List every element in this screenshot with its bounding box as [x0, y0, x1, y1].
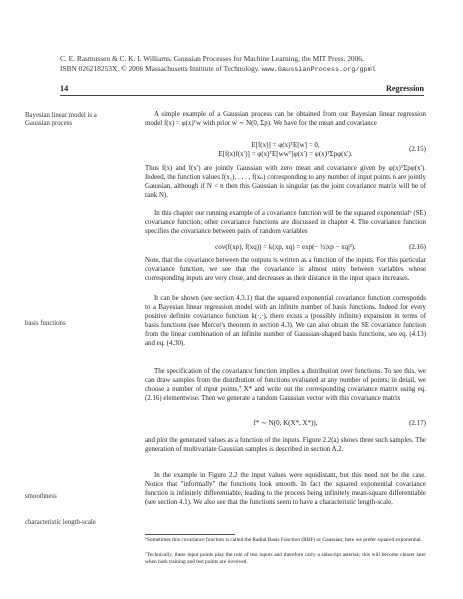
page-number: 14 — [60, 84, 69, 93]
running-header — [60, 54, 420, 75]
header-isbn: ISBN 026218253X. © 2006 Massachusetts Institute of Technology. — [60, 63, 262, 73]
equation-2-16-body: cov(f(xp), f(xq)) = k(xp, xq) = exp(− ½|xp − xq|²). — [215, 243, 356, 251]
header-line-2 — [60, 64, 420, 76]
equation-2-17-body: f* ∼ N(0, K(X*, X*)), — [253, 419, 318, 427]
paragraph-1-text: A simple example of a Gaussian process can be obtained from our Bayesian linear regression model f(x) = φ(x)ᵀw with prior w ∼ N(0, Σp). We have for the mean and covariance — [145, 111, 426, 128]
paragraph-8-text: In the example in Figure 2.2 the input values were equidistant, but this need not be the case. Notice that "informally" the functions look smooth. In fact the squared exponential covariance function is infinitely differentiable, leading to the process being infinitely mean-square differentiable (see section 4.1). We also see that the functions seem to have a characteristic length-scale, — [145, 472, 426, 507]
footnote-rule — [145, 534, 235, 535]
paragraph-8 — [145, 471, 426, 507]
paragraph-4 — [145, 256, 426, 283]
page-title: Regression — [385, 84, 424, 93]
header-rule — [60, 95, 424, 96]
margin-note-basis-functions: basis functions — [25, 320, 66, 327]
equation-2-16 — [145, 243, 426, 252]
header-url: www.GaussianProcess.org/gpml — [261, 65, 376, 74]
paragraph-5 — [145, 294, 426, 349]
equation-2-15-line-1: E[f(x)] = φ(x)ᵀE[w] = 0, — [251, 141, 320, 149]
equation-2-16-number: (2.16) — [409, 243, 426, 251]
equation-2-17-number: (2.17) — [409, 419, 426, 427]
paragraph-6-text: The specification of the covariance function implies a distribution over functions. To see this, we can draw samples from the distribution of functions evaluated at any number of points; in detail, we choose a number of input points,⁷ X* and write out the corresponding covariance matrix using eq. (2.16) elementwise. Then we generate a random Gaussian vector with this covariance matrix — [145, 368, 426, 403]
margin-note-smoothness: smoothness — [25, 493, 57, 500]
header-line-1: C. E. Rasmussen & C. K. I. Williams, Gaussian Processes for Machine Learning, the MIT Press, 2006, — [60, 54, 364, 63]
paragraph-4-text: Note, that the covariance between the outputs is written as a function of the inputs. For this particular covariance function, we see that the covariance is almost unity between variables whose corresponding inputs are very close, and decreases as their distance in the input space increases. — [145, 257, 426, 283]
paragraph-3-text: In this chapter our running example of a covariance function will be the squared exponential⁶ (SE) covariance function; other covariance functions are discussed in chapter 4. The covariance function specifies the covariance between pairs of random variables — [145, 210, 426, 236]
paragraph-6 — [145, 367, 426, 403]
paragraph-1 — [145, 110, 426, 128]
paragraph-3 — [145, 209, 426, 236]
paragraph-2 — [145, 164, 426, 200]
equation-2-15-line-2: E[f(x)f(x′)] = φ(x)ᵀE[wwᵀ]φ(x′) = φ(x)ᵀΣpφ(x′). — [218, 150, 353, 159]
paragraph-2-text: Thus f(x) and f(x′) are jointly Gaussian with zero mean and covariance given by φ(x)ᵀΣpφ(x′). Indeed, the function values f(x₁), . . . , f(xₙ) corresponding to any number of input points n are jointly Gaussian, although if N < n then this Gaussian is singular (as the joint covariance matrix will be of rank N). — [145, 165, 426, 200]
equation-2-15 — [145, 141, 426, 159]
equation-2-15-number: (2.15) — [409, 145, 426, 153]
margin-note-char-length: characteristic length-scale — [25, 519, 96, 526]
margin-note-bayesian-lm: Bayesian linear model is a Gaussian process — [25, 112, 97, 128]
paragraph-7 — [145, 436, 426, 454]
equation-2-17 — [145, 419, 426, 428]
paragraph-5-text: It can be shown (see section 4.3.1) that the squared exponential covariance function corresponds to a Bayesian linear regression model with an infinite number of basis functions. Indeed for every positive definite covariance function k(·,·), there exists a (possibly infinite) expansion in terms of basis functions (see Mercer's theorem in section 4.3). We can also obtain the SE covariance function from the linear combination of an infinite number of Gaussian-shaped basis functions, see eq. (4.13) and eq. (4.30). — [145, 295, 426, 348]
footnote-6: ⁶Sometimes this covariance function is called the Radial Basis Function (RBF) or Gaussian; here we prefer squared exponential. — [145, 537, 423, 543]
footnote-7: ⁷Technically, these input points play the role of test inputs and therefore carry a subscript asterisk; this will become clearer later when both training and test points are involved. — [145, 552, 426, 565]
paragraph-7-text: and plot the generated values as a function of the inputs. Figure 2.2(a) shows three such samples. The generation of multivariate Gaussian samples is described in section A.2. — [145, 437, 426, 454]
